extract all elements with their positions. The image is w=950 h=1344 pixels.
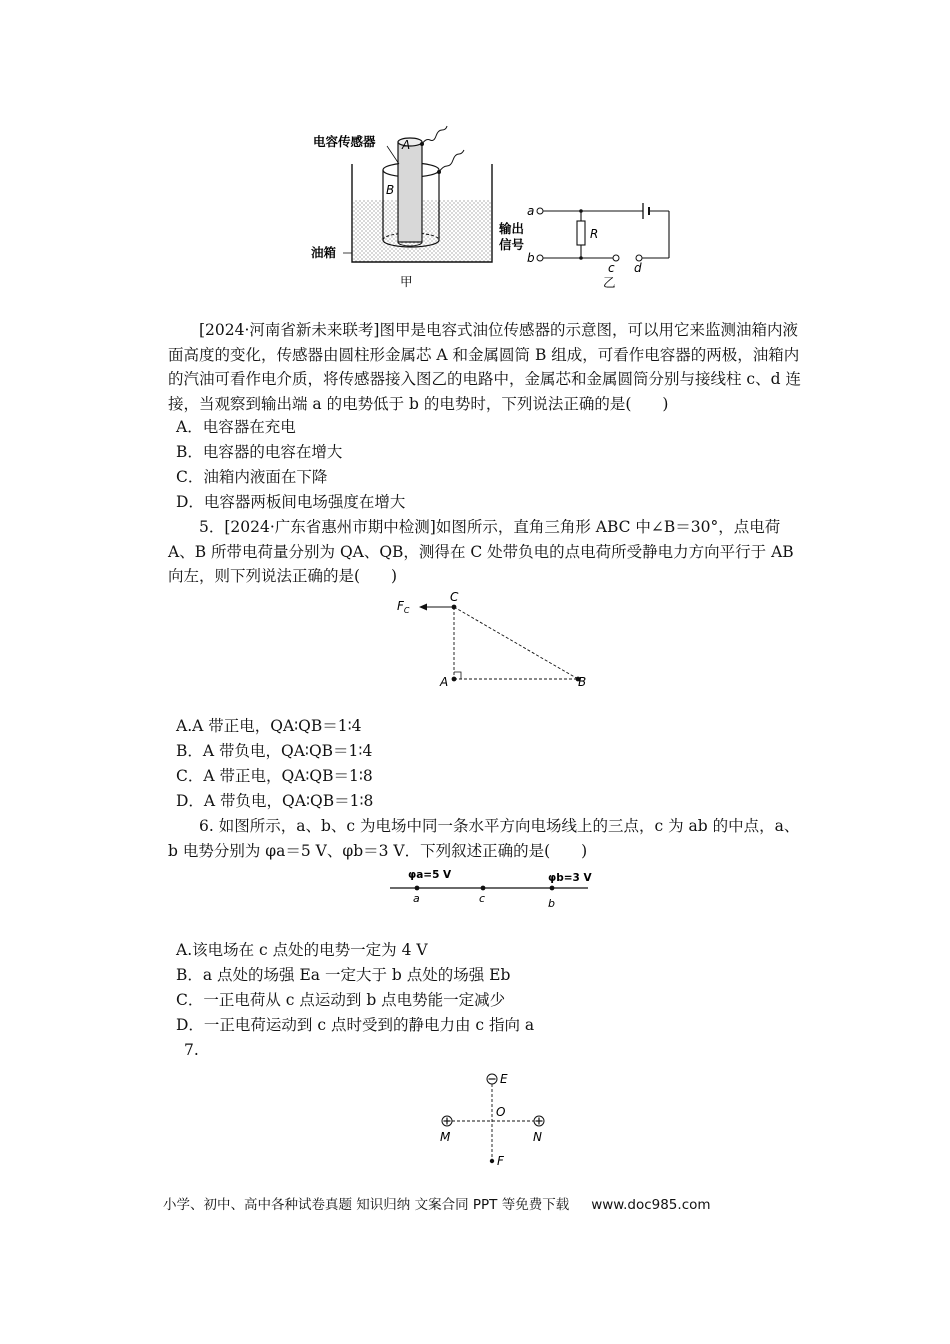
label-b: b — [527, 251, 535, 265]
q6-stem: 6. 如图所示，a、b、c 为电场中同一条水平方向电场线上的三点，c 为 ab 的中点，a、b 电势分别为 φa＝5 V、φb＝3 V．下列叙述正确的是( ) — [168, 817, 800, 860]
label-phi-b: φb=3 V — [548, 872, 592, 884]
label-output-1: 输出 — [499, 221, 525, 236]
label-c: C — [450, 590, 459, 604]
q6-option-c: C．一正电荷从 c 点运动到 b 点电势能一定减少 — [176, 991, 506, 1009]
q5-option-a: A.A 带正电，QA∶QB＝1∶4 — [176, 717, 362, 735]
q5-text: 如图所示，直角三角形 ABC 中∠B＝30°，点电荷 A、B 所带电荷量分别为 QA、QB，测得在 C 处带负电的点电荷所受静电力方向平行于 AB 向左，则下列说法正确的是( ) — [168, 518, 794, 585]
label-output-2: 信号 — [499, 237, 525, 252]
label-sensor: 电容传感器 — [313, 134, 376, 149]
q5-stem — [168, 515, 808, 589]
q4-option-d: D．电容器两板间电场强度在增大 — [176, 493, 406, 511]
label-e: E — [500, 1072, 508, 1086]
q5-option-b: B．A 带负电，QA∶QB＝1∶4 — [176, 742, 373, 760]
q6-figure-field-line — [390, 866, 600, 910]
label-r: R — [590, 227, 599, 241]
q6-option-a: A.该电场在 c 点处的电势一定为 4 V — [176, 941, 428, 959]
q5-option-c: C．A 带正电，QA∶QB＝1∶8 — [176, 767, 373, 785]
q5-number: 5． — [199, 518, 225, 536]
caption-yi: 乙 — [603, 275, 616, 290]
figure-jia — [305, 118, 505, 293]
label-f: F — [497, 1154, 504, 1168]
q4-text: 图甲是电容式油位传感器的示意图，可以用它来监测油箱内液面高度的变化，传感器由圆柱形金属芯 A 和金属圆筒 B 组成，可看作电容器的两极，油箱内的汽油可看作电介质，将传感器接入图乙的电路中，金属芯和金属圆筒分别与接线柱 c、d 连接，当观察到输出端 a 的电势低于 b 的电势时，下列说法正确的是( ) — [168, 321, 801, 413]
label-b: b — [548, 897, 555, 910]
footer-url[interactable]: www.doc985.com — [591, 1197, 711, 1213]
label-d: d — [634, 261, 642, 275]
q4-option-c: C．油箱内液面在下降 — [176, 468, 328, 486]
caption-jia: 甲 — [400, 274, 413, 289]
label-a: A — [440, 675, 449, 689]
q4-option-b: B．电容器的电容在增大 — [176, 443, 343, 461]
q7-number: 7. — [184, 1041, 199, 1059]
q4-source: [2024·河南省新未来联考] — [199, 321, 380, 339]
label-a: a — [527, 204, 535, 218]
figure-yi — [497, 198, 682, 293]
label-b: B — [578, 675, 587, 689]
label-a: a — [413, 892, 420, 905]
q5-figure-triangle — [388, 588, 598, 693]
resistor-r — [577, 221, 585, 245]
label-n: N — [533, 1130, 542, 1144]
q7-figure-charges — [432, 1066, 562, 1176]
core-a — [398, 142, 422, 242]
q5-source: [2024·广东省惠州市期中检测] — [224, 518, 436, 536]
q4-stem — [168, 318, 808, 416]
label-m: M — [440, 1130, 451, 1144]
label-o: O — [496, 1105, 506, 1119]
label-tank: 油箱 — [311, 245, 337, 260]
label-a: A — [402, 138, 411, 152]
label-c: c — [608, 261, 615, 275]
page-footer — [163, 1193, 711, 1213]
label-b: B — [386, 183, 395, 197]
q6-option-d: D．一正电荷运动到 c 点时受到的静电力由 c 指向 a — [176, 1016, 535, 1034]
q5-option-d: D．A 带负电，QA∶QB＝1∶8 — [176, 792, 374, 810]
q6-option-b: B．a 点处的场强 Ea 一定大于 b 点处的场强 Eb — [176, 966, 511, 984]
q4-option-a: A．电容器在充电 — [176, 418, 296, 436]
footer-text: 小学、初中、高中各种试卷真题 知识归纳 文案合同 PPT 等免费下载 — [163, 1197, 570, 1213]
label-c: c — [479, 892, 486, 905]
label-fc: $F_C$ — [397, 599, 410, 615]
label-phi-a: φa=5 V — [408, 869, 452, 881]
